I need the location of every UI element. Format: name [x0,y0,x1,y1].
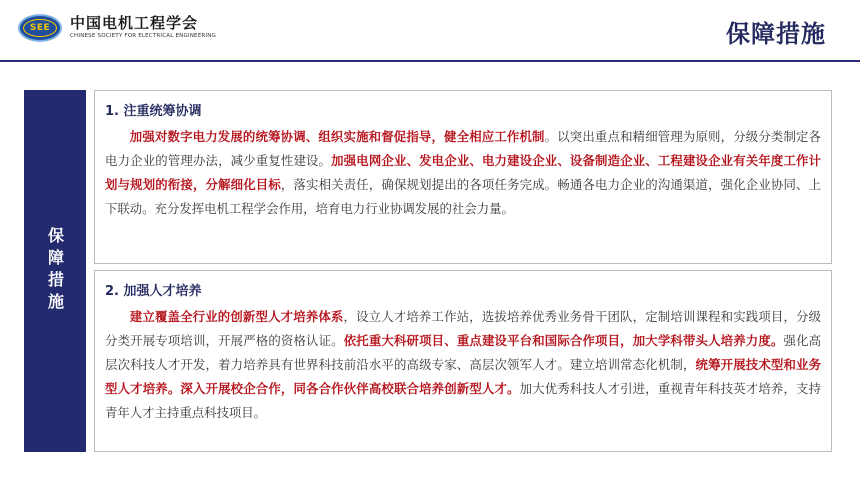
section-panel-talent [94,270,832,452]
section-title: 2. 加强人才培养 [105,284,202,299]
body-text: ，设立人才培养工作站，选拔培养优秀业务骨干团队，定制培训课程和实践项目，分级分类开展专项培训，开展严格的资格认证。 [105,309,822,348]
sidebar-label: 保障措施 [45,227,65,315]
org-name: 中国电机工程学会 [70,14,199,33]
org-name-block [70,16,216,40]
see-logo-icon [18,14,62,42]
body-text: ，落实相关责任，确保规划提出的各项任务完成。畅通各电力企业的沟通渠道，强化企业协同、上下联动。充分发挥电机工程学会作用，培育电力行业协调发展的社会力量。 [105,177,822,216]
body-text: 强化高层次科技人才开发，着力培养具有世界科技前沿水平的高级专家、高层次领军人才。建立培训常态化机制， [105,333,822,372]
highlight-text: 建立覆盖全行业的创新型人才培养体系 [129,309,344,324]
highlight-text: 统筹开展技术型和业务型人才培养。深入开展校企合作，同各合作伙伴高校联合培养创新型人才。 [105,357,822,396]
org-logo [18,14,216,42]
logo-text: SEE [29,23,51,33]
body-text: 加大优秀科技人才引进，重视青年科技英才培养，支持青年人才主持重点科技项目。 [105,381,822,420]
section-title: 1. 注重统筹协调 [105,104,202,119]
org-name-en: CHINESE SOCIETY FOR ELECTRICAL ENGINEERING [70,33,217,40]
highlight-text: 加强电网企业、发电企业、电力建设企业、设备制造企业、工程建设企业有关年度工作计划与规划的衔接，分解细化目标 [105,153,822,192]
header-divider [0,60,860,62]
body-text: 。以突出重点和精细管理为原则，分级分类制定各电力企业的管理办法，减少重复性建设。 [105,129,822,168]
section-body [105,305,821,425]
section-panel-coordination [94,90,832,264]
header [0,0,860,62]
sidebar-label-block [24,90,86,452]
page-title: 保障措施 [726,20,826,48]
section-body [105,125,821,221]
highlight-text: 依托重大科研项目、重点建设平台和国际合作项目，加大学科带头人培养力度。 [343,333,784,348]
highlight-text: 加强对数字电力发展的统筹协调、组织实施和督促指导，健全相应工作机制 [129,129,545,144]
